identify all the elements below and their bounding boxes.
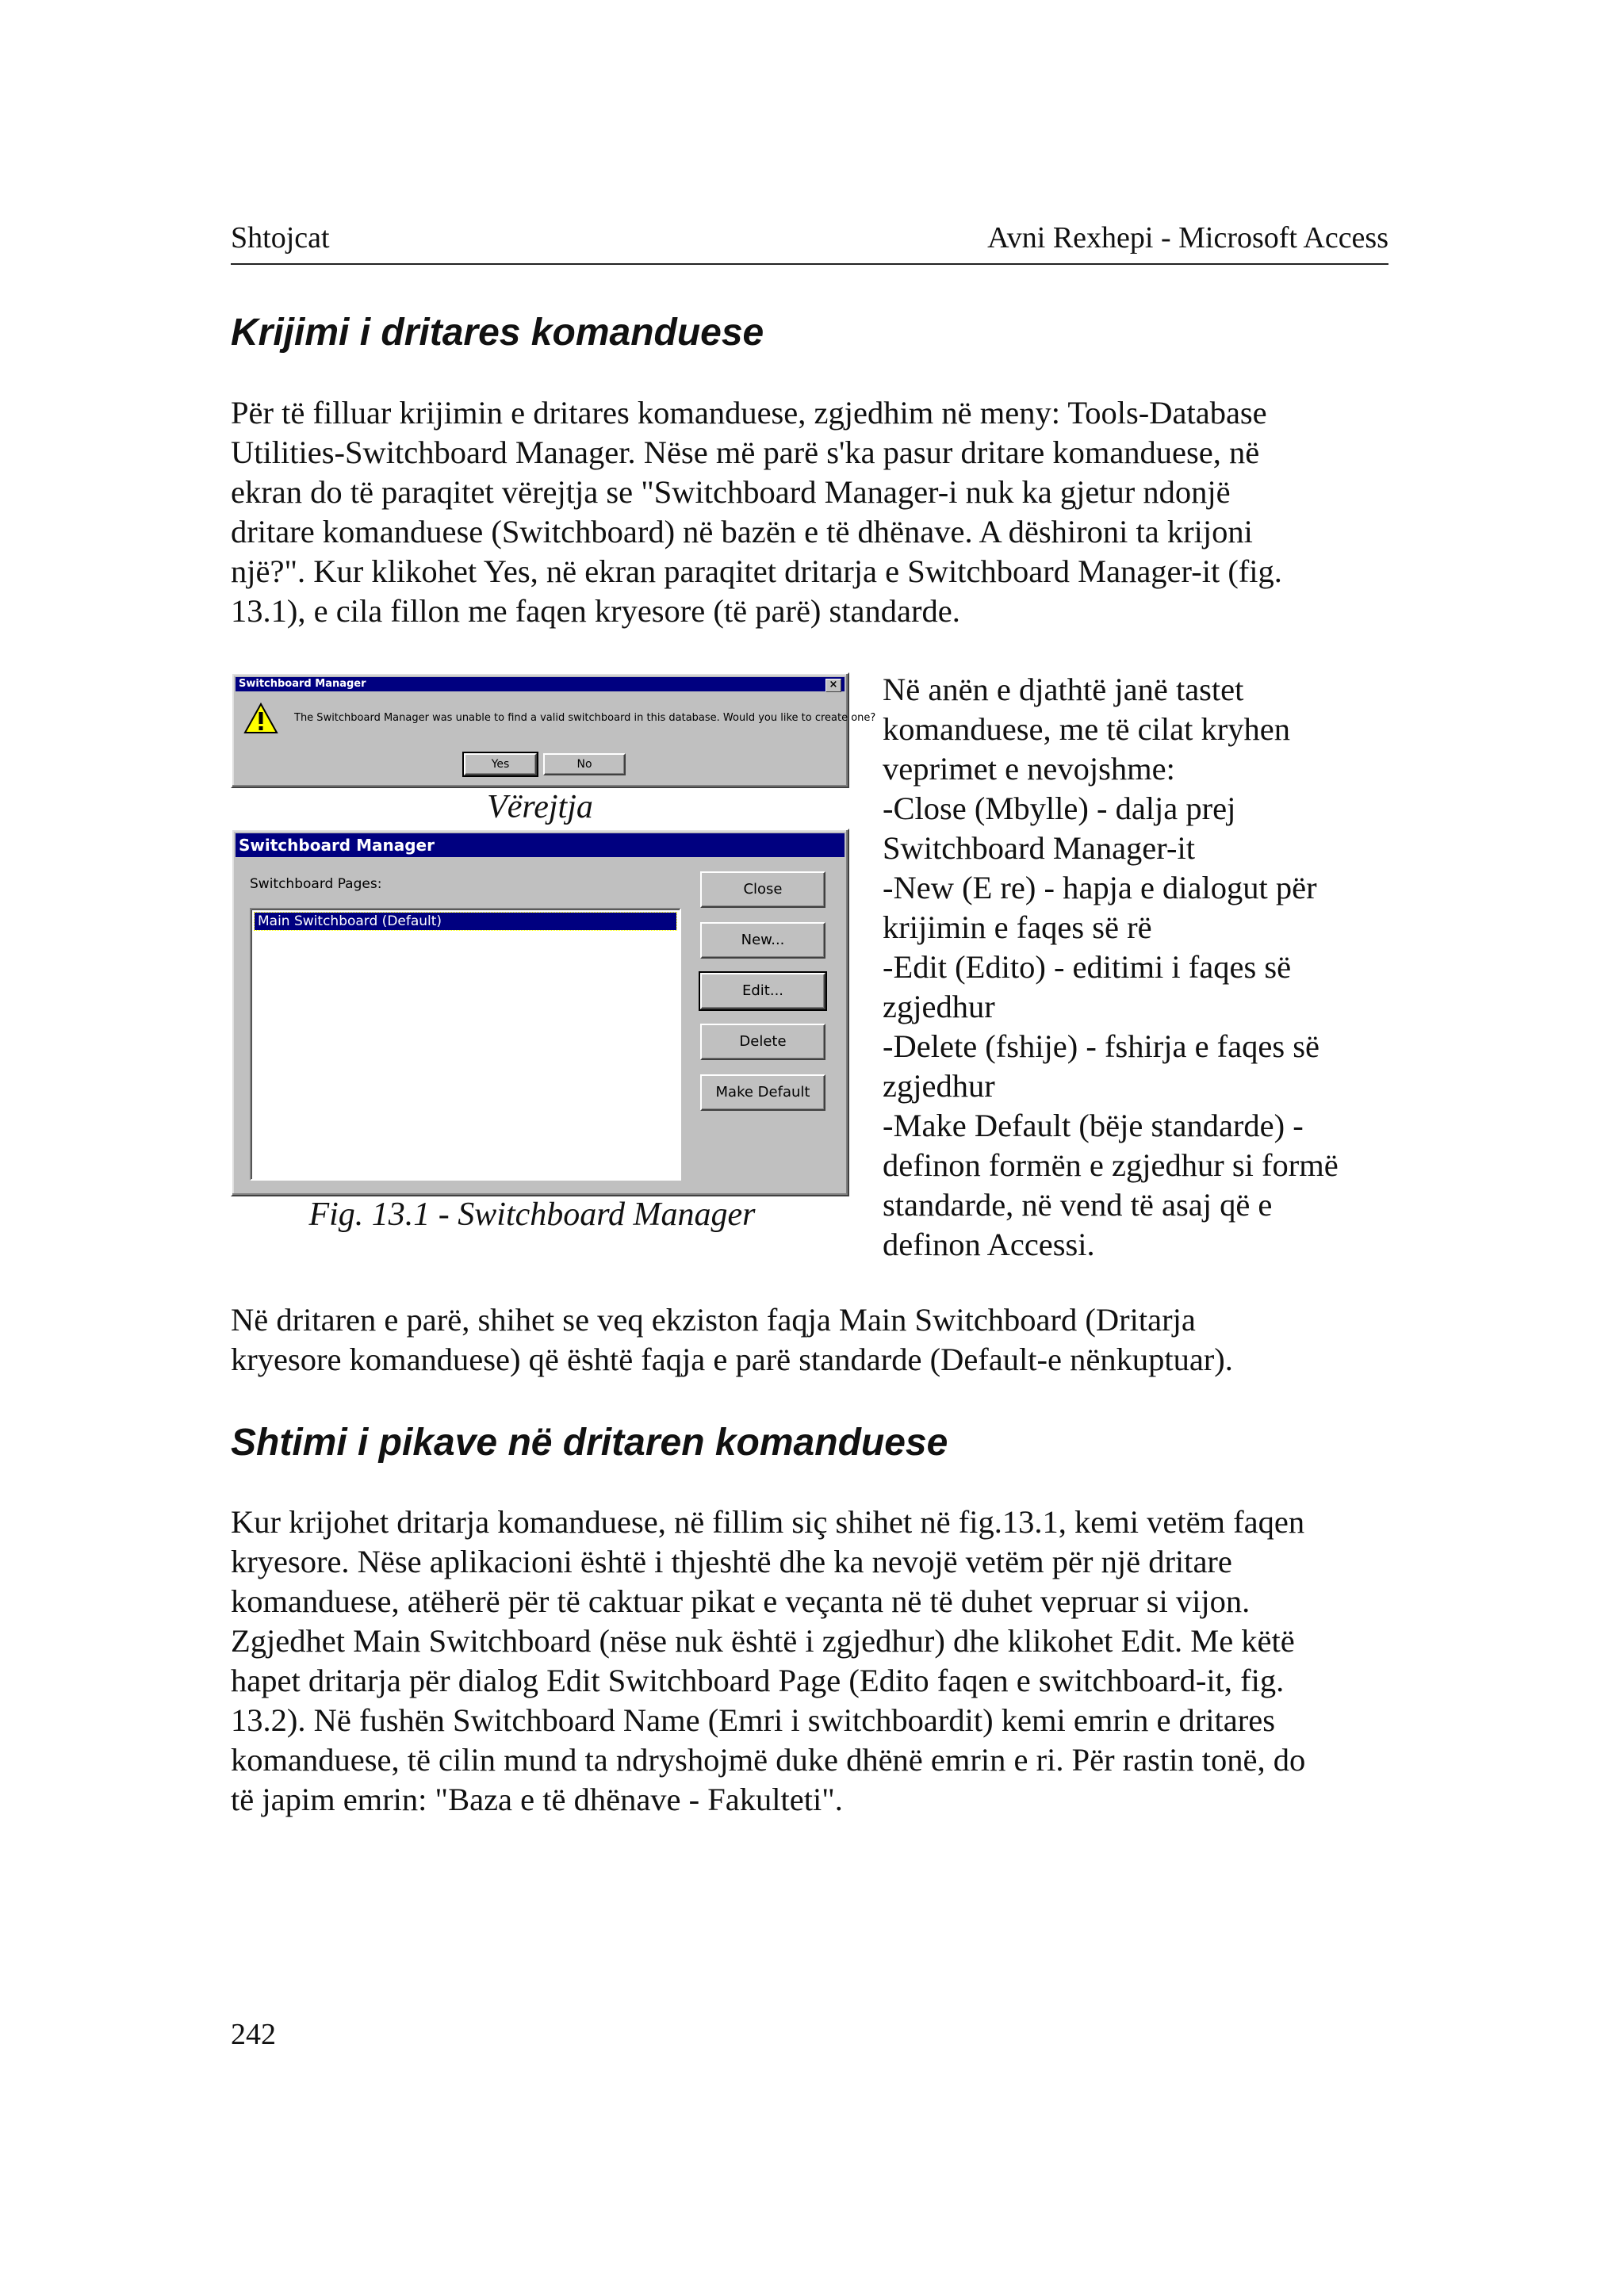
side-text-line: definon formën e zgjedhur si formë [883,1147,1339,1183]
close-button[interactable]: Close [700,871,825,908]
paragraph-line: 13.1), e cila fillon me faqen kryesore (të parë) standarde. [231,593,960,629]
warning-dialog-titlebar [236,677,845,691]
paragraph-line: kryesore komanduese) që është faqja e parë standarde (Default-e nënkuptuar). [231,1342,1233,1377]
paragraph-line: ekran do të paraqitet vërejtja se "Switchboard Manager-i nuk ka gjetur ndonjë [231,474,1231,510]
warning-icon [243,702,278,734]
make-default-button[interactable]: Make Default [700,1074,825,1111]
warning-dialog [231,672,876,788]
list-item-main-switchboard[interactable]: Main Switchboard (Default) [255,913,676,930]
manager-titlebar [236,833,845,857]
paragraph-line: Zgjedhet Main Switchboard (nëse nuk është i zgjedhur) dhe klikohet Edit. Me këtë [231,1623,1295,1659]
warning-dialog-title: Switchboard Manager [239,678,366,690]
buttons-explanation [883,670,1339,1265]
paragraph-line: një?". Kur klikohet Yes, në ekran paraqitet dritarja e Switchboard Manager-it (fig. [231,553,1282,589]
side-text-line: definon Accessi. [883,1227,1095,1262]
edit-button[interactable]: Edit... [700,973,825,1009]
figure-caption: Fig. 13.1 - Switchboard Manager [308,1196,756,1233]
page-number: 242 [231,2018,276,2051]
paragraph-line: komanduese, të cilin mund ta ndryshojmë duke dhënë emrin e ri. Për rastin tonë, do [231,1742,1306,1778]
paragraph-line: të japim emrin: "Baza e të dhënave - Fakulteti". [231,1782,843,1817]
main-switchboard-paragraph [231,1300,1396,1380]
side-text-line: Në anën e djathtë janë tastet [883,672,1244,707]
add-items-paragraph [231,1503,1396,1820]
paragraph-line: kryesore. Nëse aplikacioni është i thjeshtë dhe ka nevojë vetëm për një dritare [231,1544,1232,1579]
page-header [231,219,1388,265]
warning-message: The Switchboard Manager was unable to find a valid switchboard in this database. Would you like to create one? [294,712,876,724]
paragraph-line: hapet dritarja për dialog Edit Switchboard Page (Edito faqen e switchboard-it, fig. [231,1663,1285,1698]
warning-caption: Vërejtja [487,789,593,825]
side-text-line: -Make Default (bëje standarde) - [883,1108,1304,1143]
section-heading-add-items: Shtimi i pikave në dritaren komanduese [231,1422,948,1464]
side-text-line: -Delete (fshije) - fshirja e faqes së [883,1028,1320,1064]
paragraph-line: Në dritaren e parë, shihet se veq ekziston faqja Main Switchboard (Dritarja [231,1302,1196,1338]
delete-button[interactable]: Delete [700,1024,825,1060]
intro-paragraph [231,393,1396,631]
paragraph-line: komanduese, atëherë për të caktuar pikat e veçanta në të duhet vepruar si vijon. [231,1583,1251,1619]
switchboard-manager-dialog [231,829,849,1196]
side-text-line: -New (E re) - hapja e dialogut për [883,870,1317,905]
side-text-line: zgjedhur [883,989,995,1024]
paragraph-line: 13.2). Në fushën Switchboard Name (Emri i switchboardit) kemi emrin e dritares [231,1702,1276,1738]
paragraph-line: dritare komanduese (Switchboard) në bazën e të dhënave. A dëshironi ta krijoni [231,514,1253,549]
no-button[interactable]: No [543,753,626,775]
section-heading-create-switchboard: Krijimi i dritares komanduese [231,312,764,354]
header-book-title: Avni Rexhepi - Microsoft Access [987,221,1388,255]
side-text-line: -Close (Mbylle) - dalja prej [883,790,1236,826]
paragraph-line: Kur krijohet dritarja komanduese, në fillim siç shihet në fig.13.1, kemi vetëm faqen [231,1504,1305,1540]
side-text-line: standarde, në vend të asaj që e [883,1187,1273,1223]
header-section-title: Shtojcat [231,221,330,255]
side-text-line: Switchboard Manager-it [883,830,1195,866]
switchboard-pages-label: Switchboard Pages: [250,876,382,892]
side-text-line: krijimin e faqes së rë [883,909,1152,945]
side-text-line: zgjedhur [883,1068,995,1104]
side-text-line: veprimet e nevojshme: [883,751,1175,787]
paragraph-line: Për të filluar krijimin e dritares komanduese, zgjedhim në meny: Tools-Database [231,395,1267,431]
switchboard-pages-list[interactable] [250,908,681,1181]
new-button[interactable]: New... [700,922,825,959]
yes-button[interactable]: Yes [464,753,537,775]
close-icon[interactable]: × [825,679,841,692]
side-text-line: -Edit (Edito) - editimi i faqes së [883,949,1292,985]
paragraph-line: Utilities-Switchboard Manager. Nëse më parë s'ka pasur dritare komanduese, në [231,434,1260,470]
side-text-line: komanduese, me të cilat kryhen [883,711,1290,747]
manager-title: Switchboard Manager [239,836,435,855]
